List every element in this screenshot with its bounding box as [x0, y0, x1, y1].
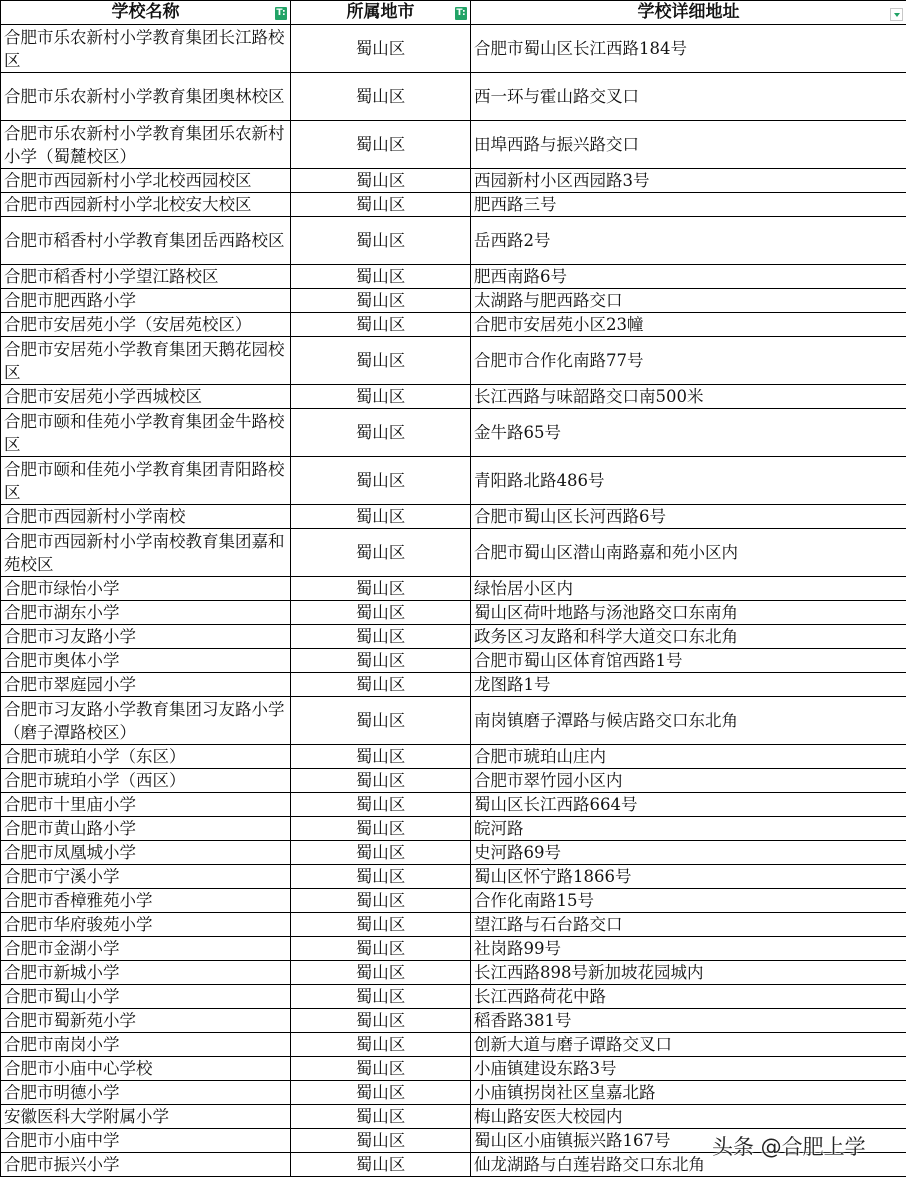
district-cell[interactable]: 蜀山区 — [291, 1057, 471, 1081]
address-cell[interactable]: 合肥市翠竹园小区内 — [471, 769, 906, 793]
district-cell[interactable]: 蜀山区 — [291, 1105, 471, 1129]
school-name-cell[interactable]: 合肥市肥西路小学 — [1, 289, 291, 313]
address-cell[interactable]: 史河路69号 — [471, 841, 906, 865]
district-cell[interactable]: 蜀山区 — [291, 961, 471, 985]
table-row[interactable] — [1, 1081, 906, 1105]
table-row[interactable] — [1, 601, 906, 625]
address-cell[interactable]: 绿怡居小区内 — [471, 577, 906, 601]
header-label: 学校详细地址 — [637, 2, 740, 22]
address-cell[interactable]: 肥西南路6号 — [471, 265, 906, 289]
table-row[interactable] — [1, 217, 906, 265]
district-cell[interactable]: 蜀山区 — [291, 169, 471, 193]
school-name-cell[interactable]: 合肥市乐农新村小学教育集团奥林校区 — [1, 73, 291, 121]
school-name-cell[interactable]: 合肥市振兴小学 — [1, 1153, 291, 1177]
district-cell[interactable]: 蜀山区 — [291, 1009, 471, 1033]
address-cell[interactable]: 肥西路三号 — [471, 193, 906, 217]
table-row[interactable] — [1, 73, 906, 121]
school-name-cell[interactable]: 合肥市蜀山小学 — [1, 985, 291, 1009]
school-name-cell[interactable]: 合肥市湖东小学 — [1, 601, 291, 625]
header-address — [471, 1, 906, 25]
school-name-cell[interactable]: 合肥市颐和佳苑小学教育集团青阳路校区 — [1, 457, 291, 505]
address-cell[interactable]: 西园新村小区西园路3号 — [471, 169, 906, 193]
school-name-cell[interactable]: 合肥市乐农新村小学教育集团乐农新村小学（蜀麓校区） — [1, 121, 291, 169]
district-cell[interactable]: 蜀山区 — [291, 769, 471, 793]
district-cell[interactable]: 蜀山区 — [291, 25, 471, 73]
school-name-cell[interactable]: 合肥市西园新村小学南校教育集团嘉和苑校区 — [1, 529, 291, 577]
district-cell[interactable]: 蜀山区 — [291, 1081, 471, 1105]
school-name-cell[interactable]: 合肥市习友路小学教育集团习友路小学（磨子潭路校区） — [1, 697, 291, 745]
district-cell[interactable]: 蜀山区 — [291, 385, 471, 409]
district-cell[interactable]: 蜀山区 — [291, 337, 471, 385]
district-cell[interactable]: 蜀山区 — [291, 193, 471, 217]
table-row[interactable] — [1, 385, 906, 409]
school-name-cell[interactable]: 合肥市香樟雅苑小学 — [1, 889, 291, 913]
table-row[interactable] — [1, 985, 906, 1009]
district-cell[interactable]: 蜀山区 — [291, 217, 471, 265]
address-cell[interactable]: 长江西路与味韶路交口南500米 — [471, 385, 906, 409]
district-cell[interactable]: 蜀山区 — [291, 625, 471, 649]
school-name-cell[interactable]: 安徽医科大学附属小学 — [1, 1105, 291, 1129]
filter-active-icon[interactable]: T: — [456, 8, 466, 18]
school-name-cell[interactable]: 合肥市十里庙小学 — [1, 793, 291, 817]
school-name-cell[interactable]: 合肥市乐农新村小学教育集团长江路校区 — [1, 25, 291, 73]
school-name-cell[interactable]: 合肥市西园新村小学北校安大校区 — [1, 193, 291, 217]
school-name-cell[interactable]: 合肥市明德小学 — [1, 1081, 291, 1105]
table-row[interactable] — [1, 961, 906, 985]
table-row[interactable] — [1, 1057, 906, 1081]
district-cell[interactable]: 蜀山区 — [291, 1153, 471, 1177]
school-name-cell[interactable]: 合肥市翠庭园小学 — [1, 673, 291, 697]
district-cell[interactable]: 蜀山区 — [291, 745, 471, 769]
district-cell[interactable]: 蜀山区 — [291, 817, 471, 841]
table-row[interactable] — [1, 649, 906, 673]
table-row[interactable] — [1, 841, 906, 865]
school-name-cell[interactable]: 合肥市琥珀小学（东区） — [1, 745, 291, 769]
district-cell[interactable]: 蜀山区 — [291, 697, 471, 745]
district-cell[interactable]: 蜀山区 — [291, 577, 471, 601]
school-name-cell[interactable]: 合肥市西园新村小学北校西园校区 — [1, 169, 291, 193]
table-row[interactable] — [1, 1033, 906, 1057]
filter-active-icon[interactable]: T: — [276, 8, 286, 18]
address-cell[interactable]: 蜀山区怀宁路1866号 — [471, 865, 906, 889]
address-cell[interactable]: 太湖路与肥西路交口 — [471, 289, 906, 313]
school-name-cell[interactable]: 合肥市小庙中学 — [1, 1129, 291, 1153]
watermark: 头条 @合肥上学 — [712, 1135, 866, 1159]
district-cell[interactable]: 蜀山区 — [291, 289, 471, 313]
district-cell[interactable]: 蜀山区 — [291, 649, 471, 673]
district-cell[interactable]: 蜀山区 — [291, 841, 471, 865]
table-row[interactable] — [1, 505, 906, 529]
address-cell[interactable]: 梅山路安医大校园内 — [471, 1105, 906, 1129]
address-cell[interactable]: 西一环与霍山路交叉口 — [471, 73, 906, 121]
table-row[interactable] — [1, 697, 906, 745]
address-cell[interactable]: 皖河路 — [471, 817, 906, 841]
table-row[interactable] — [1, 745, 906, 769]
address-cell[interactable]: 田埠西路与振兴路交口 — [471, 121, 906, 169]
table-row[interactable] — [1, 865, 906, 889]
district-cell[interactable]: 蜀山区 — [291, 313, 471, 337]
address-cell[interactable]: 合肥市蜀山区长江西路184号 — [471, 25, 906, 73]
address-cell[interactable]: 蜀山区小庙镇振兴路167号 — [471, 1129, 906, 1153]
school-name-cell[interactable]: 合肥市宁溪小学 — [1, 865, 291, 889]
address-cell[interactable]: 南岗镇磨子潭路与候店路交口东北角 — [471, 697, 906, 745]
address-cell[interactable]: 合肥市琥珀山庄内 — [471, 745, 906, 769]
table-row[interactable] — [1, 1009, 906, 1033]
district-cell[interactable]: 蜀山区 — [291, 505, 471, 529]
table-row[interactable] — [1, 289, 906, 313]
school-name-cell[interactable]: 合肥市凤凰城小学 — [1, 841, 291, 865]
header-school-name — [1, 1, 291, 25]
district-cell[interactable]: 蜀山区 — [291, 601, 471, 625]
district-cell[interactable]: 蜀山区 — [291, 913, 471, 937]
school-name-cell[interactable]: 合肥市奥体小学 — [1, 649, 291, 673]
table-row[interactable] — [1, 457, 906, 505]
header-district — [291, 1, 471, 25]
table-row[interactable] — [1, 817, 906, 841]
school-name-cell[interactable]: 合肥市安居苑小学教育集团天鹅花园校区 — [1, 337, 291, 385]
district-cell[interactable]: 蜀山区 — [291, 457, 471, 505]
table-row[interactable] — [1, 625, 906, 649]
address-cell[interactable]: 青阳路北路486号 — [471, 457, 906, 505]
table-row[interactable] — [1, 409, 906, 457]
school-name-cell[interactable]: 合肥市蜀新苑小学 — [1, 1009, 291, 1033]
address-cell[interactable]: 蜀山区长江西路664号 — [471, 793, 906, 817]
table-row[interactable] — [1, 1105, 906, 1129]
header-label: 学校名称 — [111, 2, 180, 22]
school-name-cell[interactable]: 合肥市安居苑小学（安居苑校区） — [1, 313, 291, 337]
school-name-cell[interactable]: 合肥市稻香村小学望江路校区 — [1, 265, 291, 289]
address-cell[interactable]: 社岗路99号 — [471, 937, 906, 961]
address-cell[interactable]: 政务区习友路和科学大道交口东北角 — [471, 625, 906, 649]
district-cell[interactable]: 蜀山区 — [291, 673, 471, 697]
table-row[interactable] — [1, 313, 906, 337]
address-cell[interactable]: 龙图路1号 — [471, 673, 906, 697]
district-cell[interactable]: 蜀山区 — [291, 121, 471, 169]
school-name-cell[interactable]: 合肥市小庙中心学校 — [1, 1057, 291, 1081]
school-name-cell[interactable]: 合肥市习友路小学 — [1, 625, 291, 649]
address-cell[interactable]: 合肥市蜀山区体育馆西路1号 — [471, 649, 906, 673]
address-cell[interactable]: 小庙镇拐岗社区皇嘉北路 — [471, 1081, 906, 1105]
district-cell[interactable]: 蜀山区 — [291, 865, 471, 889]
header-row — [1, 1, 906, 25]
address-cell[interactable]: 蜀山区荷叶地路与汤池路交口东南角 — [471, 601, 906, 625]
address-cell[interactable]: 创新大道与磨子谭路交叉口 — [471, 1033, 906, 1057]
address-cell[interactable]: 合肥市蜀山区潜山南路嘉和苑小区内 — [471, 529, 906, 577]
table-row[interactable] — [1, 337, 906, 385]
school-name-cell[interactable]: 合肥市琥珀小学（西区） — [1, 769, 291, 793]
address-cell[interactable]: 仙龙湖路与白莲岩路交口东北角 — [471, 1153, 906, 1177]
filter-dropdown-icon[interactable] — [890, 8, 903, 21]
district-cell[interactable]: 蜀山区 — [291, 1033, 471, 1057]
school-name-cell[interactable]: 合肥市西园新村小学南校 — [1, 505, 291, 529]
table-row[interactable] — [1, 889, 906, 913]
address-cell[interactable]: 稻香路381号 — [471, 1009, 906, 1033]
table-row[interactable] — [1, 913, 906, 937]
table-row[interactable] — [1, 793, 906, 817]
district-cell[interactable]: 蜀山区 — [291, 985, 471, 1009]
district-cell[interactable]: 蜀山区 — [291, 409, 471, 457]
school-name-cell[interactable]: 合肥市稻香村小学教育集团岳西路校区 — [1, 217, 291, 265]
address-cell[interactable]: 岳西路2号 — [471, 217, 906, 265]
school-name-cell[interactable]: 合肥市安居苑小学西城校区 — [1, 385, 291, 409]
school-name-cell[interactable]: 合肥市金湖小学 — [1, 937, 291, 961]
address-cell[interactable]: 合肥市合作化南路77号 — [471, 337, 906, 385]
district-cell[interactable]: 蜀山区 — [291, 793, 471, 817]
district-cell[interactable]: 蜀山区 — [291, 73, 471, 121]
table-row[interactable] — [1, 577, 906, 601]
table-row[interactable] — [1, 529, 906, 577]
school-name-cell[interactable]: 合肥市黄山路小学 — [1, 817, 291, 841]
table-row[interactable] — [1, 25, 906, 73]
district-cell[interactable]: 蜀山区 — [291, 937, 471, 961]
school-name-cell[interactable]: 合肥市华府骏苑小学 — [1, 913, 291, 937]
district-cell[interactable]: 蜀山区 — [291, 1129, 471, 1153]
school-name-cell[interactable]: 合肥市颐和佳苑小学教育集团金牛路校区 — [1, 409, 291, 457]
school-name-cell[interactable]: 合肥市新城小学 — [1, 961, 291, 985]
table-row[interactable] — [1, 193, 906, 217]
address-cell[interactable]: 长江西路898号新加坡花园城内 — [471, 961, 906, 985]
school-name-cell[interactable]: 合肥市绿怡小学 — [1, 577, 291, 601]
header-label: 所属地市 — [346, 2, 415, 22]
table-row[interactable] — [1, 169, 906, 193]
table-row[interactable] — [1, 265, 906, 289]
address-cell[interactable]: 望江路与石台路交口 — [471, 913, 906, 937]
table-row[interactable] — [1, 937, 906, 961]
district-cell[interactable]: 蜀山区 — [291, 529, 471, 577]
address-cell[interactable]: 合肥市蜀山区长河西路6号 — [471, 505, 906, 529]
address-cell[interactable]: 合作化南路15号 — [471, 889, 906, 913]
table-row[interactable] — [1, 673, 906, 697]
address-cell[interactable]: 金牛路65号 — [471, 409, 906, 457]
address-cell[interactable]: 长江西路荷花中路 — [471, 985, 906, 1009]
table-row[interactable] — [1, 121, 906, 169]
table-row[interactable] — [1, 769, 906, 793]
school-name-cell[interactable]: 合肥市南岗小学 — [1, 1033, 291, 1057]
district-cell[interactable]: 蜀山区 — [291, 889, 471, 913]
district-cell[interactable]: 蜀山区 — [291, 265, 471, 289]
address-cell[interactable]: 合肥市安居苑小区23幢 — [471, 313, 906, 337]
address-cell[interactable]: 小庙镇建设东路3号 — [471, 1057, 906, 1081]
